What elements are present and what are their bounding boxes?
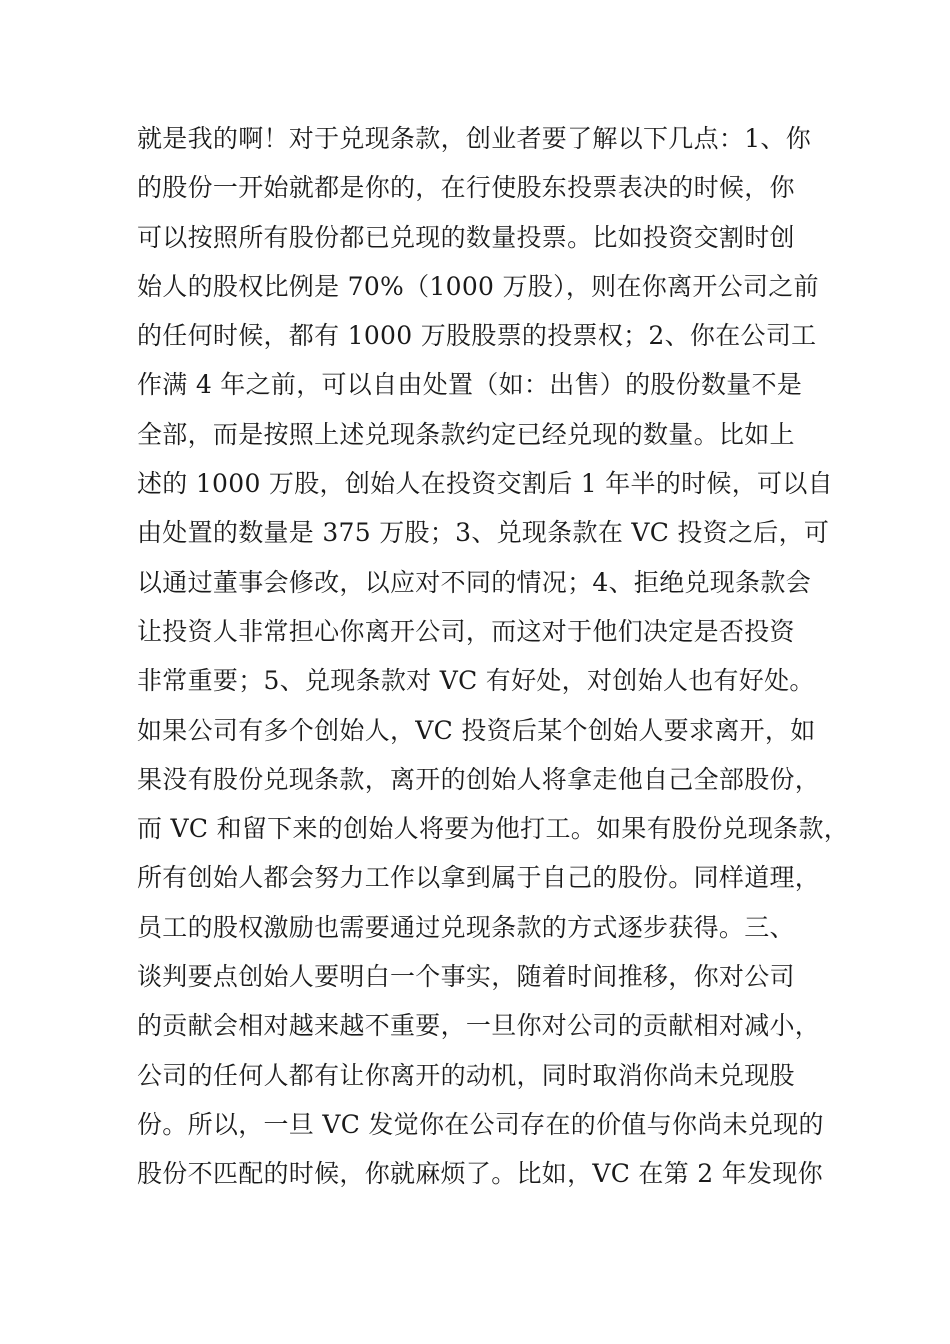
text-line: 公司的任何人都有让你离开的动机，同时取消你尚未兑现股 (137, 1060, 795, 1090)
text-line: 的股份一开始就都是你的，在行使股东投票表决的时候，你 (137, 173, 795, 203)
text-line: 份。所以，一旦 VC 发觉你在公司存在的价值与你尚未兑现的 (137, 1109, 824, 1139)
text-line: 如果公司有多个创始人，VC 投资后某个创始人要求离开，如 (137, 715, 816, 745)
text-line: 述的 1000 万股，创始人在投资交割后 1 年半的时候，可以自 (137, 469, 833, 499)
text-line: 可以按照所有股份都已兑现的数量投票。比如投资交割时创 (137, 222, 795, 252)
text-line: 股份不匹配的时候，你就麻烦了。比如，VC 在第 2 年发现你 (137, 1159, 823, 1189)
text-line: 以通过董事会修改，以应对不同的情况；4、拒绝兑现条款会 (137, 567, 812, 597)
text-line: 非常重要；5、兑现条款对 VC 有好处，对创始人也有好处。 (137, 666, 815, 696)
text-line: 所有创始人都会努力工作以拿到属于自己的股份。同样道理， (137, 863, 821, 893)
text-line: 作满 4 年之前，可以自由处置（如：出售）的股份数量不是 (137, 370, 803, 400)
text-line: 员工的股权激励也需要通过兑现条款的方式逐步获得。三、 (137, 912, 795, 942)
text-line: 而 VC 和留下来的创始人将要为他打工。如果有股份兑现条款， (137, 814, 850, 844)
text-line: 的贡献会相对越来越不重要，一旦你对公司的贡献相对减小， (137, 1011, 821, 1041)
text-line: 由处置的数量是 375 万股；3、兑现条款在 VC 投资之后，可 (137, 518, 830, 548)
body-text (137, 114, 850, 1199)
text-line: 始人的股权比例是 70%（1000 万股），则在你离开公司之前 (137, 271, 819, 301)
text-line: 就是我的啊！对于兑现条款，创业者要了解以下几点：1、你 (137, 124, 812, 153)
text-line: 的任何时候，都有 1000 万股股票的投票权；2、你在公司工 (137, 321, 817, 351)
text-line: 让投资人非常担心你离开公司，而这对于他们决定是否投资 (137, 616, 795, 646)
text-line: 全部，而是按照上述兑现条款约定已经兑现的数量。比如上 (137, 419, 795, 449)
text-line: 果没有股份兑现条款，离开的创始人将拿走他自己全部股份， (137, 764, 821, 794)
text-line: 谈判要点创始人要明白一个事实，随着时间推移，你对公司 (137, 962, 795, 992)
